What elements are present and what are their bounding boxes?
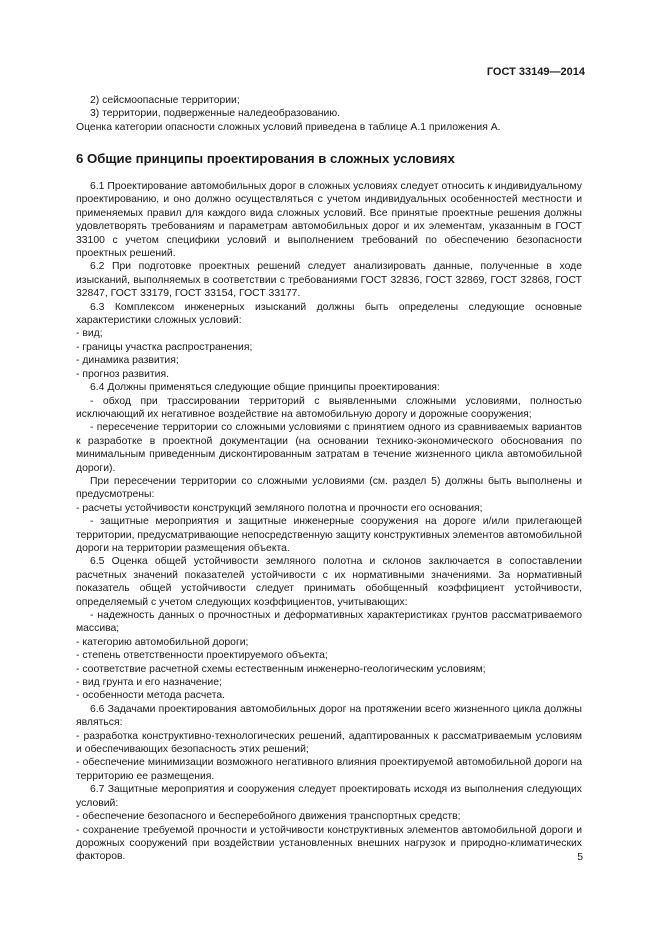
list-item: - вид грунта и его назначение; — [76, 676, 582, 689]
list-item: - категорию автомобильной дороги; — [76, 636, 582, 649]
paragraph: При пересечении территории со сложными условиями (см. раздел 5) должны быть выполнены и предусмотрены: — [76, 475, 582, 501]
intro-list — [76, 94, 582, 134]
list-item: - обеспечение безопасного и бесперебойного движения транспортных средств; — [76, 810, 582, 823]
list-item: - динамика развития; — [76, 354, 582, 367]
list-item: - разработка конструктивно-технологических решений, адаптированных к рассматриваемым условиям и обеспечивающих безопасность этих решений; — [76, 730, 582, 757]
list-item: - защитные мероприятия и защитные инженерные сооружения на дороге и/или прилегающей территории, предусматривающие непосредственную защиту конструктивных элементов автомобильной дороги на территории размещения объекта. — [76, 515, 582, 555]
paragraph: 6.3 Комплексом инженерных изысканий должны быть определены следующие основные характеристики сложных условий: — [76, 301, 582, 327]
paragraph: 6.7 Защитные мероприятия и сооружения следует проектировать исходя из выполнения следующих условий: — [76, 784, 582, 809]
paragraph: 6.5 Оценка общей устойчивости земляного полотна и склонов заключается в сопоставлении расчетных значений показателей устойчивости с их нормативными значениями. За нормативный показатель общей устойчивости следует принимать обобщенный коэффициент устойчивости, определяемый с учетом следующих коэффициентов, учитывающих: — [76, 556, 582, 608]
list-item: - пересечение территории со сложными условиями с принятием одного из сравниваемых вариантов к разработке в проектной документации (на основании технико-экономического обоснования по минимальным приведенным дисконтированным затратам в течение жизненного цикла автомобильной дороги). — [76, 421, 582, 475]
list-item: - соответствие расчетной схемы естественным инженерно-геологическим условиям; — [76, 663, 582, 676]
paragraph: 6.6 Задачами проектирования автомобильных дорог на протяжении всего жизненного цикла должны являться: — [76, 703, 582, 729]
list-item: - границы участка распространения; — [76, 341, 582, 354]
list-item: - сохранение требуемой прочности и устойчивости конструктивных элементов автомобильной дороги и дорожных сооружений при воздействии установленных внешних нагрузок и природно-климатических факторов. — [76, 824, 582, 864]
list-item: - вид; — [76, 327, 582, 340]
section-body — [76, 180, 582, 864]
list-item: 3) территории, подверженные наледеобразованию. — [90, 108, 341, 120]
section-title: 6 Общие принципы проектирования в сложных условиях — [76, 151, 455, 166]
paragraph: 6.4 Должны применяться следующие общие принципы проектирования: — [90, 382, 440, 394]
list-item: 2) сейсмоопасные территории; — [90, 95, 240, 106]
paragraph: 6.2 При подготовке проектных решений следует анализировать данные, полученные в ходе изысканий, выполняемых в соответствии с требованиями ГОСТ 32836, ГОСТ 32869, ГОСТ 32868, ГОСТ 32847, ГОСТ 33179, ГОСТ 33154, ГОСТ 33177. — [76, 261, 582, 300]
paragraph: Оценка категории опасности сложных условий приведена в таблице А.1 приложения А. — [76, 121, 501, 133]
paragraph: 6.1 Проектирование автомобильных дорог в сложных условиях следует относить к индивидуальному проектированию, и оно должно осуществляться с учетом индивидуальных особенностей местности и применяемых правил для каждого вида сложных условий. Все принятые проектные решения должны удовлетворять требованиям и параметрам автомобильных дорог и их элементам, указанным в ГОСТ 33100 с учетом специфики условий и выполнением требований по обеспечению безопасности проектных решений. — [76, 181, 582, 260]
list-item: - прогноз развития. — [76, 368, 582, 381]
list-item: - обход при трассировании территорий с выявленными сложными условиями, полностью исключающий их негативное воздействие на автомобильную дорогу и дорожные сооружения; — [76, 395, 582, 422]
list-item: - надежность данных о прочностных и деформативных характеристиках грунтов рассматриваемого массива; — [76, 609, 582, 636]
list-item: - расчеты устойчивости конструкций земляного полотна и прочности его основания; — [76, 502, 582, 515]
standard-number: ГОСТ 33149—2014 — [486, 66, 585, 78]
page-number: 5 — [577, 852, 583, 863]
list-item: - обеспечение минимизации возможного негативного влияния проектируемой автомобильной дороги на территорию ее размещения. — [76, 756, 582, 783]
list-item: - особенности метода расчета. — [76, 689, 582, 702]
list-item: - степень ответственности проектируемого объекта; — [76, 649, 582, 662]
